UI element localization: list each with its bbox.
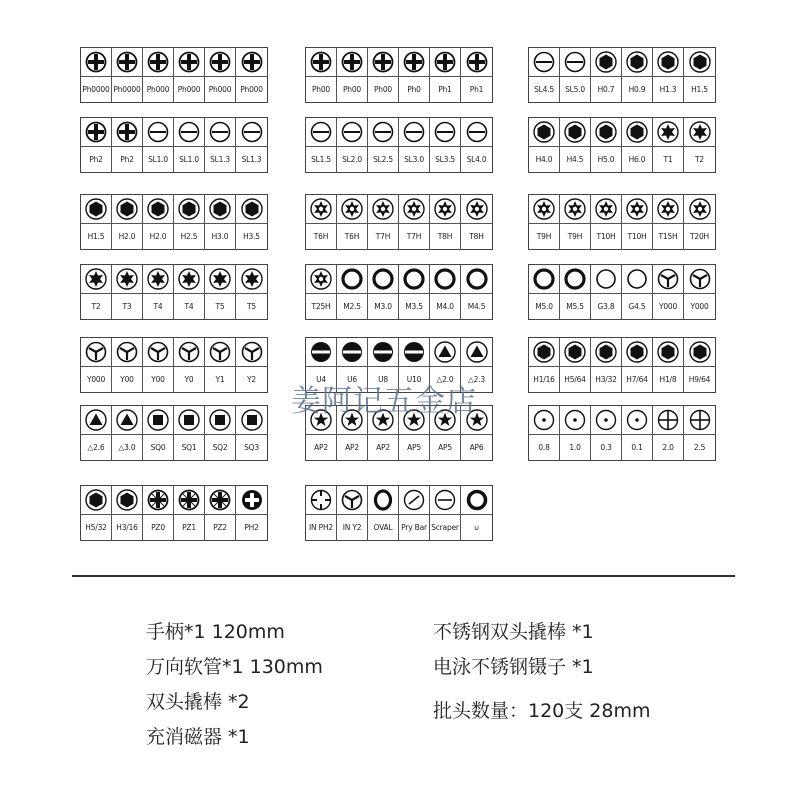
bit-label: T15H bbox=[653, 224, 684, 249]
phillips-icon bbox=[236, 48, 267, 77]
bit-label: H9/64 bbox=[688, 375, 711, 384]
torx-security-icon bbox=[430, 195, 461, 224]
slotted-icon bbox=[337, 118, 368, 147]
bit-label: Ph2 bbox=[81, 147, 112, 172]
bit-label: G4.5 bbox=[622, 294, 653, 319]
bit-label: Ph0000 bbox=[112, 77, 143, 102]
bit-label: U6 bbox=[337, 367, 368, 392]
bit-label: PZ2 bbox=[205, 515, 236, 540]
torx-security-icon bbox=[368, 195, 399, 224]
tri-wing-icon bbox=[143, 338, 174, 367]
bit-label: T9H bbox=[560, 224, 591, 249]
slotted-icon bbox=[174, 118, 205, 147]
bit-label: H1/16 bbox=[529, 367, 560, 392]
bit-label: △2.3 bbox=[468, 375, 485, 384]
hex-icon bbox=[529, 338, 560, 367]
bit-label: T5 bbox=[205, 294, 236, 319]
divider-line bbox=[72, 575, 735, 577]
bit-label: AP2 bbox=[337, 435, 368, 460]
tri-wing-icon bbox=[684, 265, 715, 294]
pin-icon bbox=[560, 406, 591, 435]
bit-label: SL3.0 bbox=[399, 147, 430, 172]
bit-label: ∪ bbox=[473, 523, 480, 532]
bit-label: T7H bbox=[368, 224, 399, 249]
bit-label: H5/64 bbox=[560, 367, 591, 392]
bit-label: SL1.3 bbox=[241, 155, 262, 164]
bit-label: T8H bbox=[430, 224, 461, 249]
spec-magnetizer: 充消磁器 *1 bbox=[146, 726, 250, 748]
bit-panel bbox=[80, 47, 268, 103]
bit-label: IN Y2 bbox=[337, 515, 368, 540]
slotted-icon bbox=[461, 118, 492, 147]
bit-panel bbox=[305, 194, 493, 250]
bit-label: H4.5 bbox=[560, 147, 591, 172]
bit-label: H0.9 bbox=[622, 77, 653, 102]
torx-security-icon bbox=[591, 195, 622, 224]
bit-panel bbox=[80, 194, 268, 250]
bit-label: T4 bbox=[174, 294, 205, 319]
bit-label: H3.5 bbox=[243, 232, 260, 241]
u-slot-icon bbox=[306, 338, 337, 367]
bit-label: M5.0 bbox=[529, 294, 560, 319]
spec-bit-count: 批头数量：120支 28mm bbox=[433, 700, 651, 722]
phillips-icon bbox=[306, 48, 337, 77]
bit-label: SL1.3 bbox=[205, 147, 236, 172]
bit-panel bbox=[80, 264, 268, 320]
bit-label: AP2 bbox=[306, 435, 337, 460]
pry-bar-icon bbox=[399, 486, 430, 515]
bit-panel bbox=[528, 405, 716, 461]
bit-label: H3.0 bbox=[205, 224, 236, 249]
bit-label: H1.3 bbox=[653, 77, 684, 102]
square-icon bbox=[236, 406, 267, 435]
phillips-icon bbox=[112, 118, 143, 147]
u-slot-icon bbox=[368, 338, 399, 367]
bit-label: SL4.0 bbox=[466, 155, 487, 164]
bit-label: M5.5 bbox=[560, 294, 591, 319]
torx-icon bbox=[684, 118, 715, 147]
bit-panel bbox=[305, 264, 493, 320]
bit-label: IN PH2 bbox=[306, 515, 337, 540]
spec-steel-pry-bar: 不锈钢双头撬棒 *1 bbox=[433, 621, 594, 643]
ring-icon bbox=[591, 265, 622, 294]
bit-label: H4.0 bbox=[529, 147, 560, 172]
bit-label: 1.0 bbox=[560, 435, 591, 460]
bit-label: AP5 bbox=[430, 435, 461, 460]
hex-icon bbox=[560, 118, 591, 147]
pozidriv-icon bbox=[174, 486, 205, 515]
bit-label: Y000 bbox=[653, 294, 684, 319]
pin-icon bbox=[591, 406, 622, 435]
shop-watermark: 姜阿记五金店 bbox=[291, 384, 477, 419]
square-icon bbox=[205, 406, 236, 435]
tri-wing-icon bbox=[112, 338, 143, 367]
bit-label: T6H bbox=[306, 224, 337, 249]
tri-wing-icon bbox=[81, 338, 112, 367]
pozidriv-icon bbox=[205, 486, 236, 515]
bit-label: H2.5 bbox=[174, 224, 205, 249]
spec-double-pry-bar: 双头撬棒 *2 bbox=[146, 691, 250, 713]
bit-label: U10 bbox=[399, 367, 430, 392]
hex-icon bbox=[684, 48, 715, 77]
phillips-icon bbox=[430, 48, 461, 77]
bit-label: M3.5 bbox=[399, 294, 430, 319]
hex-icon bbox=[143, 195, 174, 224]
phillips-icon bbox=[174, 48, 205, 77]
bit-label: SQ0 bbox=[143, 435, 174, 460]
slotted-icon bbox=[560, 48, 591, 77]
bit-label: Ph0 bbox=[399, 77, 430, 102]
torx-security-icon bbox=[529, 195, 560, 224]
bit-label: Ph00 bbox=[337, 77, 368, 102]
bit-label: M3.0 bbox=[368, 294, 399, 319]
crosshair-icon bbox=[653, 406, 684, 435]
torx-icon bbox=[653, 118, 684, 147]
bit-panel bbox=[528, 264, 716, 320]
bit-label: T10H bbox=[622, 224, 653, 249]
u-slot-icon bbox=[399, 338, 430, 367]
hex-socket-icon bbox=[399, 265, 430, 294]
bit-panel bbox=[528, 194, 716, 250]
phillips-icon bbox=[337, 48, 368, 77]
bit-label: 0.1 bbox=[622, 435, 653, 460]
bit-label: Scraper bbox=[430, 515, 461, 540]
bit-label: H0.7 bbox=[591, 77, 622, 102]
hex-icon bbox=[560, 338, 591, 367]
bit-label: T10H bbox=[591, 224, 622, 249]
torx-icon bbox=[174, 265, 205, 294]
phillips-icon bbox=[112, 48, 143, 77]
hex-icon bbox=[622, 48, 653, 77]
bit-label: H6.0 bbox=[622, 147, 653, 172]
bit-label: SL4.5 bbox=[529, 77, 560, 102]
bit-label: Ph00 bbox=[306, 77, 337, 102]
tri-wing-icon bbox=[205, 338, 236, 367]
bit-panel bbox=[305, 117, 493, 173]
bit-label: Ph000 bbox=[143, 77, 174, 102]
bit-label: AP2 bbox=[368, 435, 399, 460]
bit-label: Ph1 bbox=[430, 77, 461, 102]
phillips-icon bbox=[368, 48, 399, 77]
oval-icon bbox=[368, 486, 399, 515]
bit-label: Ph1 bbox=[469, 85, 484, 94]
bit-label: T1 bbox=[653, 147, 684, 172]
bit-label: Ph00 bbox=[368, 77, 399, 102]
hex-icon bbox=[81, 486, 112, 515]
bit-label: T6H bbox=[337, 224, 368, 249]
slotted-icon bbox=[430, 118, 461, 147]
hex-icon bbox=[653, 48, 684, 77]
torx-icon bbox=[81, 265, 112, 294]
bit-label: Y00 bbox=[112, 367, 143, 392]
hex-icon bbox=[205, 195, 236, 224]
slotted-icon bbox=[529, 48, 560, 77]
bit-label: T5 bbox=[247, 302, 256, 311]
bit-label: M2.5 bbox=[337, 294, 368, 319]
bit-label: 0.3 bbox=[591, 435, 622, 460]
slotted-icon bbox=[399, 118, 430, 147]
bit-label: Y2 bbox=[247, 375, 256, 384]
bit-label: T4 bbox=[143, 294, 174, 319]
bit-label: 0.8 bbox=[529, 435, 560, 460]
bit-label: SQ2 bbox=[205, 435, 236, 460]
hex-socket-icon bbox=[337, 265, 368, 294]
spec-flex-shaft: 万向软管*1 130mm bbox=[146, 656, 323, 678]
bit-panel bbox=[80, 117, 268, 173]
spec-handle: 手柄*1 120mm bbox=[146, 621, 285, 643]
bit-label: H5.0 bbox=[591, 147, 622, 172]
crosshair-icon bbox=[684, 406, 715, 435]
bit-panel bbox=[305, 485, 493, 541]
bit-panel bbox=[305, 47, 493, 103]
phillips-icon bbox=[461, 48, 492, 77]
bit-label: OVAL bbox=[368, 515, 399, 540]
bit-label: H2.0 bbox=[143, 224, 174, 249]
bit-label: Pry Bar bbox=[399, 515, 430, 540]
torx-security-icon bbox=[622, 195, 653, 224]
bit-panel bbox=[528, 337, 716, 393]
tri-wing-icon bbox=[236, 338, 267, 367]
spec-tweezers: 电泳不锈钢镊子 *1 bbox=[433, 656, 594, 678]
plus-icon bbox=[236, 486, 267, 515]
bit-label: T25H bbox=[306, 294, 337, 319]
hex-icon bbox=[174, 195, 205, 224]
bit-label: Y000 bbox=[690, 302, 709, 311]
bit-label: Ph000 bbox=[174, 77, 205, 102]
bit-label: PZ0 bbox=[143, 515, 174, 540]
triangle-icon bbox=[81, 406, 112, 435]
hex-socket-icon bbox=[368, 265, 399, 294]
bit-label: T20H bbox=[690, 232, 709, 241]
bit-label: AP6 bbox=[469, 443, 484, 452]
bit-label: T7H bbox=[399, 224, 430, 249]
tri-wing-icon bbox=[337, 486, 368, 515]
bit-label: T3 bbox=[112, 294, 143, 319]
triangle-icon bbox=[430, 338, 461, 367]
bit-panel bbox=[80, 485, 268, 541]
bit-label: SL2.0 bbox=[337, 147, 368, 172]
bit-label: T9H bbox=[529, 224, 560, 249]
hex-icon bbox=[622, 118, 653, 147]
torx-security-icon bbox=[684, 195, 715, 224]
pin-icon bbox=[529, 406, 560, 435]
torx-security-icon bbox=[461, 195, 492, 224]
bit-label: Ph000 bbox=[205, 77, 236, 102]
bit-label: T2 bbox=[695, 155, 704, 164]
bit-label: M4.0 bbox=[430, 294, 461, 319]
bit-label: Y00 bbox=[143, 367, 174, 392]
slotted-icon bbox=[236, 118, 267, 147]
bit-panel bbox=[80, 337, 268, 393]
slotted-icon bbox=[205, 118, 236, 147]
bit-label: H5/32 bbox=[81, 515, 112, 540]
bit-label: U8 bbox=[368, 367, 399, 392]
torx-security-icon bbox=[306, 195, 337, 224]
bit-label: Ph2 bbox=[112, 147, 143, 172]
bit-panel bbox=[80, 405, 268, 461]
bit-label: Y000 bbox=[81, 367, 112, 392]
torx-icon bbox=[236, 265, 267, 294]
square-icon bbox=[143, 406, 174, 435]
hex-socket-icon bbox=[461, 265, 492, 294]
hex-socket-icon bbox=[430, 265, 461, 294]
bit-label: G3.8 bbox=[591, 294, 622, 319]
bit-label: M4.5 bbox=[467, 302, 486, 311]
hex-icon bbox=[81, 195, 112, 224]
hex-icon bbox=[112, 195, 143, 224]
bit-label: SQ1 bbox=[174, 435, 205, 460]
bit-label: △3.0 bbox=[112, 435, 143, 460]
slotted-icon bbox=[143, 118, 174, 147]
hex-icon bbox=[591, 118, 622, 147]
bit-label: AP5 bbox=[399, 435, 430, 460]
torx-security-icon bbox=[560, 195, 591, 224]
bit-label: 2.0 bbox=[653, 435, 684, 460]
phillips-icon bbox=[143, 48, 174, 77]
ring-icon bbox=[622, 265, 653, 294]
bit-label: SL3.5 bbox=[430, 147, 461, 172]
phillips-icon bbox=[81, 118, 112, 147]
bit-label: Y0 bbox=[174, 367, 205, 392]
bit-label: H3/32 bbox=[591, 367, 622, 392]
torx-security-icon bbox=[653, 195, 684, 224]
phillips-icon bbox=[205, 48, 236, 77]
bit-label: Y1 bbox=[205, 367, 236, 392]
bit-label: PH2 bbox=[244, 523, 259, 532]
hex-icon bbox=[112, 486, 143, 515]
pin-icon bbox=[622, 406, 653, 435]
hex-icon bbox=[653, 338, 684, 367]
bit-panel bbox=[528, 47, 716, 103]
bit-label: PZ1 bbox=[174, 515, 205, 540]
bit-label: H1.5 bbox=[81, 224, 112, 249]
bit-label: H2.0 bbox=[112, 224, 143, 249]
pozidriv-icon bbox=[143, 486, 174, 515]
square-icon bbox=[174, 406, 205, 435]
tri-wing-icon bbox=[653, 265, 684, 294]
bit-label: H1.5 bbox=[691, 85, 708, 94]
hex-icon bbox=[684, 338, 715, 367]
bit-label: T2 bbox=[81, 294, 112, 319]
slotted-icon bbox=[306, 118, 337, 147]
bit-label: SQ3 bbox=[244, 443, 259, 452]
bit-label: △2.0 bbox=[430, 367, 461, 392]
bit-label: 2.5 bbox=[693, 443, 706, 452]
bit-label: H3/16 bbox=[112, 515, 143, 540]
slotted-icon bbox=[368, 118, 399, 147]
hex-socket-icon bbox=[529, 265, 560, 294]
torx-icon bbox=[112, 265, 143, 294]
bit-label: SL1.0 bbox=[143, 147, 174, 172]
bit-label: Ph000 bbox=[240, 85, 263, 94]
bit-label: SL1.0 bbox=[174, 147, 205, 172]
internal-phillips-icon bbox=[306, 486, 337, 515]
bit-label: Ph0000 bbox=[81, 77, 112, 102]
phillips-icon bbox=[399, 48, 430, 77]
bit-label: H1/8 bbox=[653, 367, 684, 392]
tri-wing-icon bbox=[174, 338, 205, 367]
hex-icon bbox=[236, 195, 267, 224]
torx-security-icon bbox=[337, 195, 368, 224]
u-slot-icon bbox=[337, 338, 368, 367]
torx-security-icon bbox=[306, 265, 337, 294]
hex-icon bbox=[529, 118, 560, 147]
hex-icon bbox=[591, 338, 622, 367]
bit-label: △2.6 bbox=[81, 435, 112, 460]
phillips-icon bbox=[81, 48, 112, 77]
bit-label: SL2.5 bbox=[368, 147, 399, 172]
hex-socket-icon bbox=[560, 265, 591, 294]
hex-icon bbox=[591, 48, 622, 77]
triangle-icon bbox=[461, 338, 492, 367]
hex-icon bbox=[622, 338, 653, 367]
bit-label: SL5.0 bbox=[560, 77, 591, 102]
bit-label: T8H bbox=[469, 232, 484, 241]
torx-icon bbox=[205, 265, 236, 294]
bit-label: H7/64 bbox=[622, 367, 653, 392]
magnet-icon bbox=[461, 486, 492, 515]
torx-icon bbox=[143, 265, 174, 294]
bit-panel bbox=[528, 117, 716, 173]
triangle-icon bbox=[112, 406, 143, 435]
bit-label: U4 bbox=[306, 367, 337, 392]
scraper-icon bbox=[430, 486, 461, 515]
bit-label: SL1.5 bbox=[306, 147, 337, 172]
torx-security-icon bbox=[399, 195, 430, 224]
